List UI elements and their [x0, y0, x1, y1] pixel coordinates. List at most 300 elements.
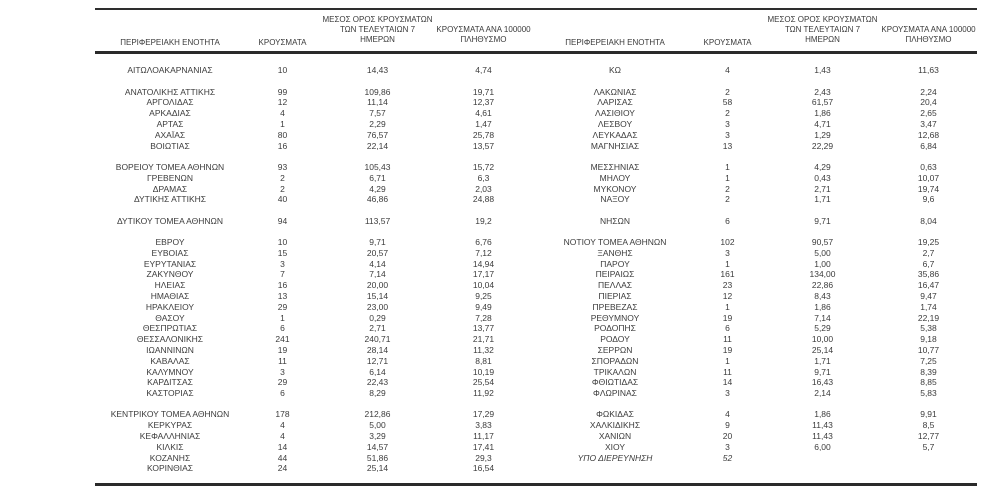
- cases-cell: 102: [720, 236, 735, 247]
- table-row: [95, 355, 532, 366]
- region-cell: ΘΕΣΠΡΩΤΙΑΣ: [142, 323, 198, 334]
- cases-cell: 23: [722, 280, 733, 291]
- avg7-cell: 12,71: [366, 355, 389, 366]
- region-cell: ΠΡΕΒΕΖΑΣ: [592, 301, 638, 312]
- avg7-cell: 5,00: [814, 247, 831, 258]
- avg7-cell: 14,43: [366, 65, 389, 76]
- region-cell: ΕΥΡΥΤΑΝΙΑΣ: [143, 258, 197, 269]
- per100k-cell: 8,39: [920, 366, 937, 377]
- region-cell: ΗΛΕΙΑΣ: [154, 280, 186, 291]
- avg7-cell: 51,86: [366, 452, 389, 463]
- per100k-cell: 9,25: [475, 290, 492, 301]
- avg7-cell: 4,14: [369, 258, 386, 269]
- header-per100k: [435, 15, 532, 51]
- per100k-cell: 2,65: [920, 108, 937, 119]
- per100k-cell: 11,92: [473, 388, 494, 399]
- cases-cell: 19: [722, 344, 733, 355]
- cases-cell: 9: [725, 420, 730, 431]
- avg7-cell: 16,43: [811, 377, 834, 388]
- table-row: [540, 269, 977, 280]
- cases-cell: 11: [278, 355, 287, 366]
- region-cell: ΦΘΙΩΤΙΔΑΣ: [591, 377, 639, 388]
- per100k-cell: 19,74: [917, 183, 940, 194]
- cases-cell: 20: [722, 431, 733, 441]
- region-cell: ΧΙΟΥ: [604, 441, 626, 452]
- cases-cell: 10: [277, 236, 288, 247]
- avg7-cell: 25,14: [366, 463, 389, 474]
- table-row: [540, 291, 977, 302]
- region-cell: ΠΙΕΡΙΑΣ: [598, 290, 632, 301]
- table-row: [540, 366, 977, 377]
- cases-cell: 80: [277, 129, 288, 140]
- table-header: [95, 10, 977, 54]
- region-cell: ΣΠΟΡΑΔΩΝ: [591, 355, 639, 366]
- table-row: [95, 388, 532, 399]
- region-cell: ΙΩΑΝΝΙΝΩΝ: [146, 344, 194, 355]
- region-cell: ΔΥΤΙΚΗΣ ΑΤΤΙΚΗΣ: [133, 194, 207, 205]
- per100k-cell: 2,03: [475, 183, 492, 194]
- cases-cell: 6: [725, 323, 730, 334]
- table-row: [540, 420, 977, 431]
- avg7-cell: 10,00: [811, 334, 834, 345]
- group-spacer: [540, 205, 977, 216]
- cases-cell: 93: [277, 161, 288, 172]
- right-table-body: [540, 65, 977, 474]
- avg7-cell: 22,43: [366, 377, 389, 388]
- per100k-cell: 10,04: [472, 280, 495, 291]
- region-cell: ΞΑΝΘΗΣ: [597, 247, 633, 258]
- per100k-cell: 19,71: [472, 86, 495, 97]
- header-avg7-line1: ΜΕΣΟΣ ΟΡΟΣ ΚΡΟΥΣΜΑΤΩΝ: [767, 15, 878, 24]
- cases-cell: 16: [277, 140, 288, 151]
- avg7-cell: 9,71: [814, 215, 831, 226]
- table-row: [540, 183, 977, 194]
- cases-cell: 7: [280, 269, 285, 280]
- per100k-cell: 4,61: [475, 108, 492, 119]
- cases-cell: 4: [725, 65, 730, 76]
- table-row: [95, 162, 532, 173]
- region-cell: ΣΕΡΡΩΝ: [597, 344, 633, 355]
- avg7-cell: 76,57: [366, 129, 389, 140]
- cases-cell: 10: [277, 65, 288, 76]
- per100k-cell: 8,85: [920, 377, 937, 388]
- avg7-cell: 2,71: [369, 323, 386, 334]
- header-avg7-line2: ΤΩΝ ΤΕΛΕΥΤΑΙΩΝ 7: [339, 25, 416, 34]
- right-table-header: [540, 15, 977, 51]
- cases-cell: 19: [722, 312, 733, 323]
- regional-cases-table: [95, 8, 977, 486]
- cases-cell: 1: [280, 312, 285, 323]
- cases-cell: 1: [725, 258, 730, 269]
- table-row: [95, 140, 532, 151]
- table-row: [95, 301, 532, 312]
- table-row: [540, 215, 977, 226]
- avg7-cell: 14,57: [366, 441, 389, 452]
- avg7-cell: 113,57: [364, 215, 391, 226]
- table-row: [540, 65, 977, 76]
- table-row: [95, 237, 532, 248]
- per100k-cell: 20,4: [920, 97, 937, 108]
- per100k-cell: 17,17: [472, 269, 495, 280]
- cases-cell: 40: [277, 194, 288, 205]
- per100k-cell: 12,37: [472, 97, 495, 108]
- table-row: [540, 247, 977, 258]
- cases-cell: 2: [725, 108, 730, 119]
- per100k-cell: 14,94: [472, 258, 495, 269]
- per100k-cell: 11,17: [473, 431, 494, 441]
- per100k-cell: 13,77: [472, 323, 495, 334]
- table-row: [95, 119, 532, 130]
- table-body: [95, 54, 977, 483]
- region-cell: ΝΟΤΙΟΥ ΤΟΜΕΑ ΑΘΗΝΩΝ: [563, 236, 667, 247]
- avg7-cell: 109,86: [364, 86, 391, 97]
- cases-cell: 6: [725, 215, 730, 226]
- per100k-cell: 5,38: [920, 323, 937, 334]
- cases-cell: 2: [725, 194, 730, 205]
- table-row: [540, 172, 977, 183]
- table-row: [95, 108, 532, 119]
- table-row: [95, 183, 532, 194]
- avg7-cell: 3,29: [369, 431, 386, 441]
- cases-cell: 3: [725, 247, 730, 258]
- avg7-cell: 1,86: [814, 108, 831, 119]
- avg7-cell: 0,43: [814, 172, 831, 183]
- per100k-cell: 9,47: [920, 290, 937, 301]
- per100k-cell: 6,84: [920, 140, 937, 151]
- avg7-cell: 5,00: [369, 420, 386, 431]
- cases-cell: 3: [280, 366, 285, 377]
- per100k-cell: 17,41: [472, 441, 495, 452]
- table-row: [540, 237, 977, 248]
- region-cell: ΒΟΡΕΙΟΥ ΤΟΜΕΑ ΑΘΗΝΩΝ: [115, 161, 225, 172]
- avg7-cell: 25,14: [811, 344, 834, 355]
- table-row: [540, 301, 977, 312]
- cases-cell: 44: [277, 452, 288, 463]
- per100k-cell: 8,81: [475, 355, 492, 366]
- cases-cell: 19: [277, 344, 288, 355]
- header-avg7-line3: ΗΜΕΡΩΝ: [360, 35, 395, 44]
- cases-cell: 2: [725, 183, 730, 194]
- region-cell: ΑΝΑΤΟΛΙΚΗΣ ΑΤΤΙΚΗΣ: [124, 86, 216, 97]
- per100k-cell: 10,07: [917, 172, 940, 183]
- region-cell: ΓΡΕΒΕΝΩΝ: [147, 172, 193, 183]
- avg7-cell: 6,71: [369, 172, 386, 183]
- region-cell: ΖΑΚΥΝΘΟΥ: [146, 269, 194, 280]
- cases-cell: 1: [280, 119, 285, 130]
- per100k-cell: 35,86: [917, 269, 940, 280]
- region-cell: ΜΥΚΟΝΟΥ: [593, 183, 637, 194]
- region-cell: ΑΡΚΑΔΙΑΣ: [149, 108, 191, 119]
- region-cell: ΚΕΡΚΥΡΑΣ: [147, 420, 193, 431]
- header-avg7-line3: ΗΜΕΡΩΝ: [805, 35, 840, 44]
- avg7-cell: 1,00: [814, 258, 831, 269]
- region-cell: ΕΒΡΟΥ: [155, 236, 185, 247]
- region-cell: ΛΑΚΩΝΙΑΣ: [593, 86, 637, 97]
- cases-cell: 12: [722, 290, 733, 301]
- region-cell: ΗΜΑΘΙΑΣ: [150, 290, 190, 301]
- avg7-cell: 7,14: [369, 269, 386, 280]
- cases-cell: 2: [280, 172, 285, 183]
- left-table-header: [95, 15, 532, 51]
- avg7-cell: 22,29: [811, 140, 834, 151]
- avg7-cell: 5,29: [814, 323, 831, 334]
- table-row: [95, 247, 532, 258]
- bottom-rule: [95, 483, 977, 486]
- cases-cell: 2: [725, 86, 730, 97]
- per100k-cell: 6,76: [475, 236, 492, 247]
- region-cell: ΡΟΔΟΠΗΣ: [594, 323, 636, 334]
- avg7-cell: 9,71: [814, 366, 831, 377]
- cases-cell: 14: [722, 377, 733, 388]
- table-row: [540, 323, 977, 334]
- table-row: [95, 323, 532, 334]
- table-row: [540, 409, 977, 420]
- region-cell: ΛΑΡΙΣΑΣ: [597, 97, 633, 108]
- per100k-cell: 8,04: [920, 215, 937, 226]
- cases-cell: 3: [725, 119, 730, 130]
- per100k-cell: 3,47: [920, 119, 937, 130]
- avg7-cell: 212,86: [364, 409, 391, 420]
- region-cell: ΚΙΛΚΙΣ: [156, 441, 184, 452]
- per100k-cell: 11,63: [918, 65, 939, 76]
- region-cell: ΧΑΝΙΩΝ: [598, 431, 632, 441]
- per100k-cell: 10,77: [917, 344, 940, 355]
- cases-cell: 3: [725, 129, 730, 140]
- avg7-cell: 105,43: [364, 161, 391, 172]
- group-spacer: [95, 399, 532, 410]
- per100k-cell: 2,7: [922, 247, 935, 258]
- header-per100k-line1: ΚΡΟΥΣΜΑΤΑ ΑΝΑ 100000: [436, 25, 531, 34]
- per100k-cell: 25,54: [472, 377, 495, 388]
- avg7-cell: 1,86: [814, 301, 831, 312]
- region-cell: ΤΡΙΚΑΛΩΝ: [593, 366, 637, 377]
- group-spacer: [95, 226, 532, 237]
- avg7-cell: 15,14: [366, 290, 389, 301]
- per100k-cell: 9,49: [475, 301, 492, 312]
- per100k-cell: 7,25: [920, 355, 937, 366]
- cases-cell: 14: [277, 441, 288, 452]
- avg7-cell: 1,86: [814, 409, 831, 420]
- avg7-cell: 46,86: [366, 194, 389, 205]
- avg7-cell: 2,43: [814, 86, 831, 97]
- region-cell: ΠΑΡΟΥ: [600, 258, 630, 269]
- avg7-cell: 11,43: [812, 420, 833, 431]
- header-per100k-line1: ΚΡΟΥΣΜΑΤΑ ΑΝΑ 100000: [881, 25, 976, 34]
- cases-cell: 1: [725, 172, 730, 183]
- table-row: [540, 312, 977, 323]
- region-cell: ΚΑΣΤΟΡΙΑΣ: [146, 388, 194, 399]
- cases-cell: 1: [725, 355, 730, 366]
- header-region: [95, 15, 245, 51]
- per100k-cell: 15,72: [472, 161, 495, 172]
- table-row: [95, 97, 532, 108]
- region-cell: ΑΡΤΑΣ: [156, 119, 184, 130]
- table-row: [540, 194, 977, 205]
- region-cell: ΚΑΡΔΙΤΣΑΣ: [147, 377, 193, 388]
- cases-cell: 4: [280, 420, 285, 431]
- avg7-cell: 20,57: [366, 247, 389, 258]
- header-region-label: ΠΕΡΙΦΕΡΕΙΑΚΗ ΕΝΟΤΗΤΑ: [565, 38, 665, 47]
- avg7-cell: 7,57: [369, 108, 386, 119]
- header-avg7: [320, 15, 435, 51]
- region-cell: ΚΑΛΥΜΝΟΥ: [146, 366, 194, 377]
- region-cell: ΔΥΤΙΚΟΥ ΤΟΜΕΑ ΑΘΗΝΩΝ: [116, 215, 224, 226]
- cases-cell: 11: [723, 366, 732, 377]
- header-cases: [245, 15, 320, 51]
- table-row: [540, 97, 977, 108]
- per100k-cell: 0,63: [920, 161, 937, 172]
- cases-cell: 4: [280, 108, 285, 119]
- table-row: [95, 129, 532, 140]
- header-cases-label: ΚΡΟΥΣΜΑΤΑ: [258, 38, 307, 47]
- per100k-cell: 25,78: [472, 129, 495, 140]
- per100k-cell: 19,25: [917, 236, 940, 247]
- per100k-cell: 22,19: [917, 312, 940, 323]
- per100k-cell: 7,12: [475, 247, 492, 258]
- table-row: [540, 258, 977, 269]
- table-row: [540, 108, 977, 119]
- avg7-cell: 61,57: [811, 97, 834, 108]
- per100k-cell: 16,54: [472, 463, 495, 474]
- table-row: [95, 258, 532, 269]
- per100k-cell: 9,6: [922, 194, 935, 205]
- group-spacer: [540, 226, 977, 237]
- per100k-cell: 12,77: [917, 431, 940, 441]
- cases-cell: 16: [277, 280, 288, 291]
- region-cell: ΡΟΔΟΥ: [600, 334, 630, 345]
- cases-cell: 29: [277, 301, 288, 312]
- group-spacer: [540, 76, 977, 87]
- cases-cell: 12: [277, 97, 288, 108]
- per100k-cell: 3,83: [475, 420, 492, 431]
- table-row: [540, 441, 977, 452]
- per100k-cell: 19,2: [475, 215, 492, 226]
- per100k-cell: 7,28: [475, 312, 492, 323]
- group-spacer: [540, 151, 977, 162]
- cases-cell: 13: [277, 290, 288, 301]
- cases-cell: 3: [280, 258, 285, 269]
- avg7-cell: 7,14: [814, 312, 831, 323]
- table-row: [95, 441, 532, 452]
- avg7-cell: 4,29: [369, 183, 386, 194]
- table-row: [95, 86, 532, 97]
- region-cell: ΛΑΣΙΘΙΟΥ: [595, 108, 635, 119]
- per100k-cell: 12,68: [917, 129, 940, 140]
- avg7-cell: 2,14: [814, 388, 831, 399]
- avg7-cell: 4,71: [814, 119, 831, 130]
- region-cell: ΝΑΞΟΥ: [600, 194, 630, 205]
- cases-cell: 6: [280, 323, 285, 334]
- cases-cell: 24: [277, 463, 288, 474]
- table-row: [540, 119, 977, 130]
- cases-cell: 178: [275, 409, 290, 420]
- table-row: [95, 377, 532, 388]
- group-spacer: [95, 205, 532, 216]
- region-cell: ΚΩ: [608, 65, 622, 76]
- per100k-cell: 5,7: [922, 441, 935, 452]
- table-row: [95, 452, 532, 463]
- avg7-cell: 11,14: [367, 97, 388, 108]
- table-row: [95, 366, 532, 377]
- region-cell: ΡΕΘΥΜΝΟΥ: [590, 312, 640, 323]
- avg7-cell: 1,29: [814, 129, 831, 140]
- table-row: [95, 215, 532, 226]
- table-row: [540, 86, 977, 97]
- per100k-cell: 16,47: [917, 280, 940, 291]
- region-cell: ΛΕΥΚΑΔΑΣ: [592, 129, 638, 140]
- cases-cell: 94: [277, 215, 288, 226]
- region-cell: ΧΑΛΚΙΔΙΚΗΣ: [589, 420, 641, 431]
- cases-cell: 29: [277, 377, 288, 388]
- avg7-cell: 1,43: [814, 65, 831, 76]
- header-region-label: ΠΕΡΙΦΕΡΕΙΑΚΗ ΕΝΟΤΗΤΑ: [120, 38, 220, 47]
- region-cell: ΔΡΑΜΑΣ: [152, 183, 188, 194]
- table-row: [540, 377, 977, 388]
- table-row: [540, 431, 977, 442]
- avg7-cell: 22,14: [366, 140, 389, 151]
- avg7-cell: 2,71: [814, 183, 831, 194]
- cases-cell: 15: [277, 247, 288, 258]
- cases-cell: 1: [725, 161, 730, 172]
- per100k-cell: 17,29: [472, 409, 495, 420]
- cases-cell: 13: [722, 140, 733, 151]
- avg7-cell: 240,71: [364, 334, 391, 345]
- header-cases: [690, 15, 765, 51]
- region-cell: ΛΕΣΒΟΥ: [597, 119, 633, 130]
- region-cell: ΘΕΣΣΑΛΟΝΙΚΗΣ: [136, 334, 204, 345]
- region-cell: ΗΡΑΚΛΕΙΟΥ: [145, 301, 195, 312]
- region-cell: ΚΟΖΑΝΗΣ: [149, 452, 191, 463]
- per100k-cell: 9,91: [920, 409, 937, 420]
- header-cases-label: ΚΡΟΥΣΜΑΤΑ: [703, 38, 752, 47]
- cases-cell: 6: [280, 388, 285, 399]
- table-row: [95, 345, 532, 356]
- table-row: [540, 280, 977, 291]
- table-row: [95, 420, 532, 431]
- per100k-cell: 29,3: [475, 452, 492, 463]
- region-cell: ΜΕΣΣΗΝΙΑΣ: [590, 161, 640, 172]
- avg7-cell: 8,29: [369, 388, 386, 399]
- avg7-cell: 1,71: [814, 194, 831, 205]
- region-cell: ΚΕΦΑΛΛΗΝΙΑΣ: [139, 431, 201, 441]
- header-avg7-line2: ΤΩΝ ΤΕΛΕΥΤΑΙΩΝ 7: [784, 25, 861, 34]
- avg7-cell: 8,43: [814, 290, 831, 301]
- avg7-cell: 23,00: [366, 301, 389, 312]
- header-per100k-line2: ΠΛΗΘΥΣΜΟ: [905, 35, 952, 44]
- region-cell: ΝΗΣΩΝ: [599, 215, 631, 226]
- cases-cell: 4: [280, 431, 285, 441]
- table-row: [540, 334, 977, 345]
- cases-cell: 4: [725, 409, 730, 420]
- avg7-cell: 9,71: [369, 236, 386, 247]
- per100k-cell: 1,47: [475, 119, 492, 130]
- table-row: [540, 140, 977, 151]
- table-row: [540, 129, 977, 140]
- region-cell: ΕΥΒΟΙΑΣ: [151, 247, 189, 258]
- table-row: [95, 65, 532, 76]
- cases-cell: 11: [723, 334, 732, 345]
- header-per100k: [880, 15, 977, 51]
- per100k-cell: 6,7: [922, 258, 935, 269]
- per100k-cell: 2,24: [920, 86, 937, 97]
- header-per100k-line2: ΠΛΗΘΥΣΜΟ: [460, 35, 507, 44]
- header-avg7: [765, 15, 880, 51]
- table-row: [95, 269, 532, 280]
- table-row: [540, 355, 977, 366]
- region-cell: ΚΟΡΙΝΘΙΑΣ: [146, 463, 194, 474]
- avg7-cell: 1,71: [814, 355, 831, 366]
- region-cell: ΒΟΙΩΤΙΑΣ: [150, 140, 190, 151]
